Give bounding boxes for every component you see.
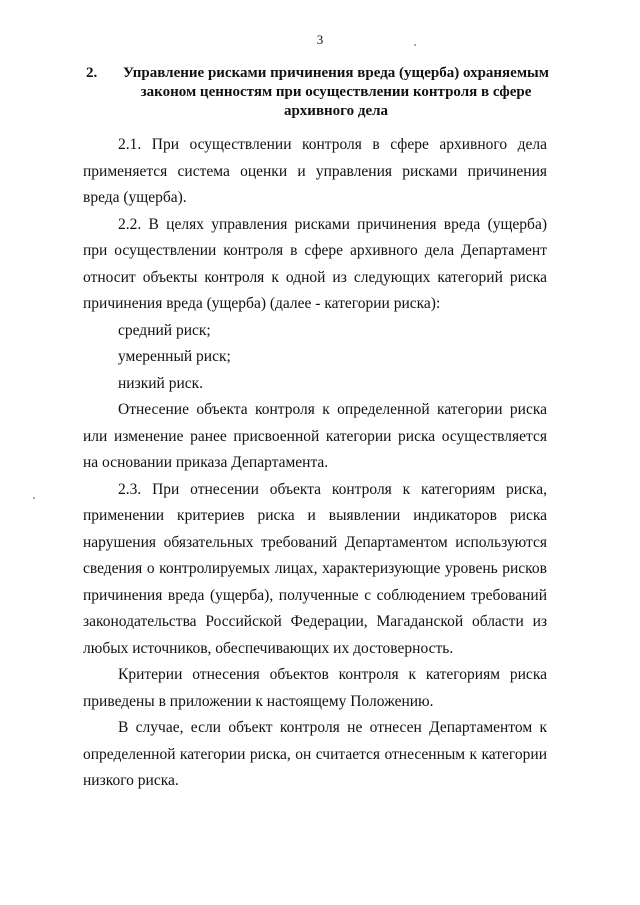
risk-category-low: низкий риск. xyxy=(118,374,204,392)
paragraph-criteria: Критерии отнесения объектов контроля к категориям риска приведены в приложении к настоящему Положению. xyxy=(83,666,547,710)
paragraph-2-2: 2.2. В целях управления рисками причинения вреда (ущерба) при осуществлении контроля в сфере архивного дела Департамент относит объекты контроля к одной из следующих категорий риска причинения вреда (ущерба) (далее - категории риска): xyxy=(83,215,547,312)
page-number: 3 xyxy=(316,32,324,47)
paragraph-risk-assignment: Отнесение объекта контроля к определенной категории риска или изменение ранее присвоенной категории риска осуществляется на основании приказа Департамента. xyxy=(83,401,547,471)
section-title: Управление рисками причинения вреда (ущерба) охраняемым законом ценностям при осуществлении контроля в сфере архивного дела xyxy=(123,65,549,119)
paragraph-default-category: В случае, если объект контроля не отнесен Департаментом к определенной категории риска, он считается отнесенным к категории низкого риска. xyxy=(83,719,547,789)
paragraph-2-1: 2.1. При осуществлении контроля в сфере архивного дела применяется система оценки и управления рисками причинения вреда (ущерба). xyxy=(83,136,547,206)
section-number: 2. xyxy=(86,65,98,81)
paragraph-2-3: 2.3. При отнесении объекта контроля к категориям риска, применении критериев риска и выявлении индикаторов риска нарушения обязательных требований Департаментом используются сведения о контролируемых лицах, характеризующие уровень рисков причинения вреда (ущерба), полученные с соблюдением требований законодательства Российской Федерации, Магаданской области из любых источников, обеспечивающих их достоверность. xyxy=(83,480,547,657)
scan-speck xyxy=(414,44,416,46)
document-body xyxy=(83,132,547,795)
risk-category-moderate: умеренный риск; xyxy=(118,348,231,365)
scan-speck xyxy=(33,497,35,499)
risk-category-medium: средний риск; xyxy=(118,321,211,339)
section-heading xyxy=(86,64,552,121)
